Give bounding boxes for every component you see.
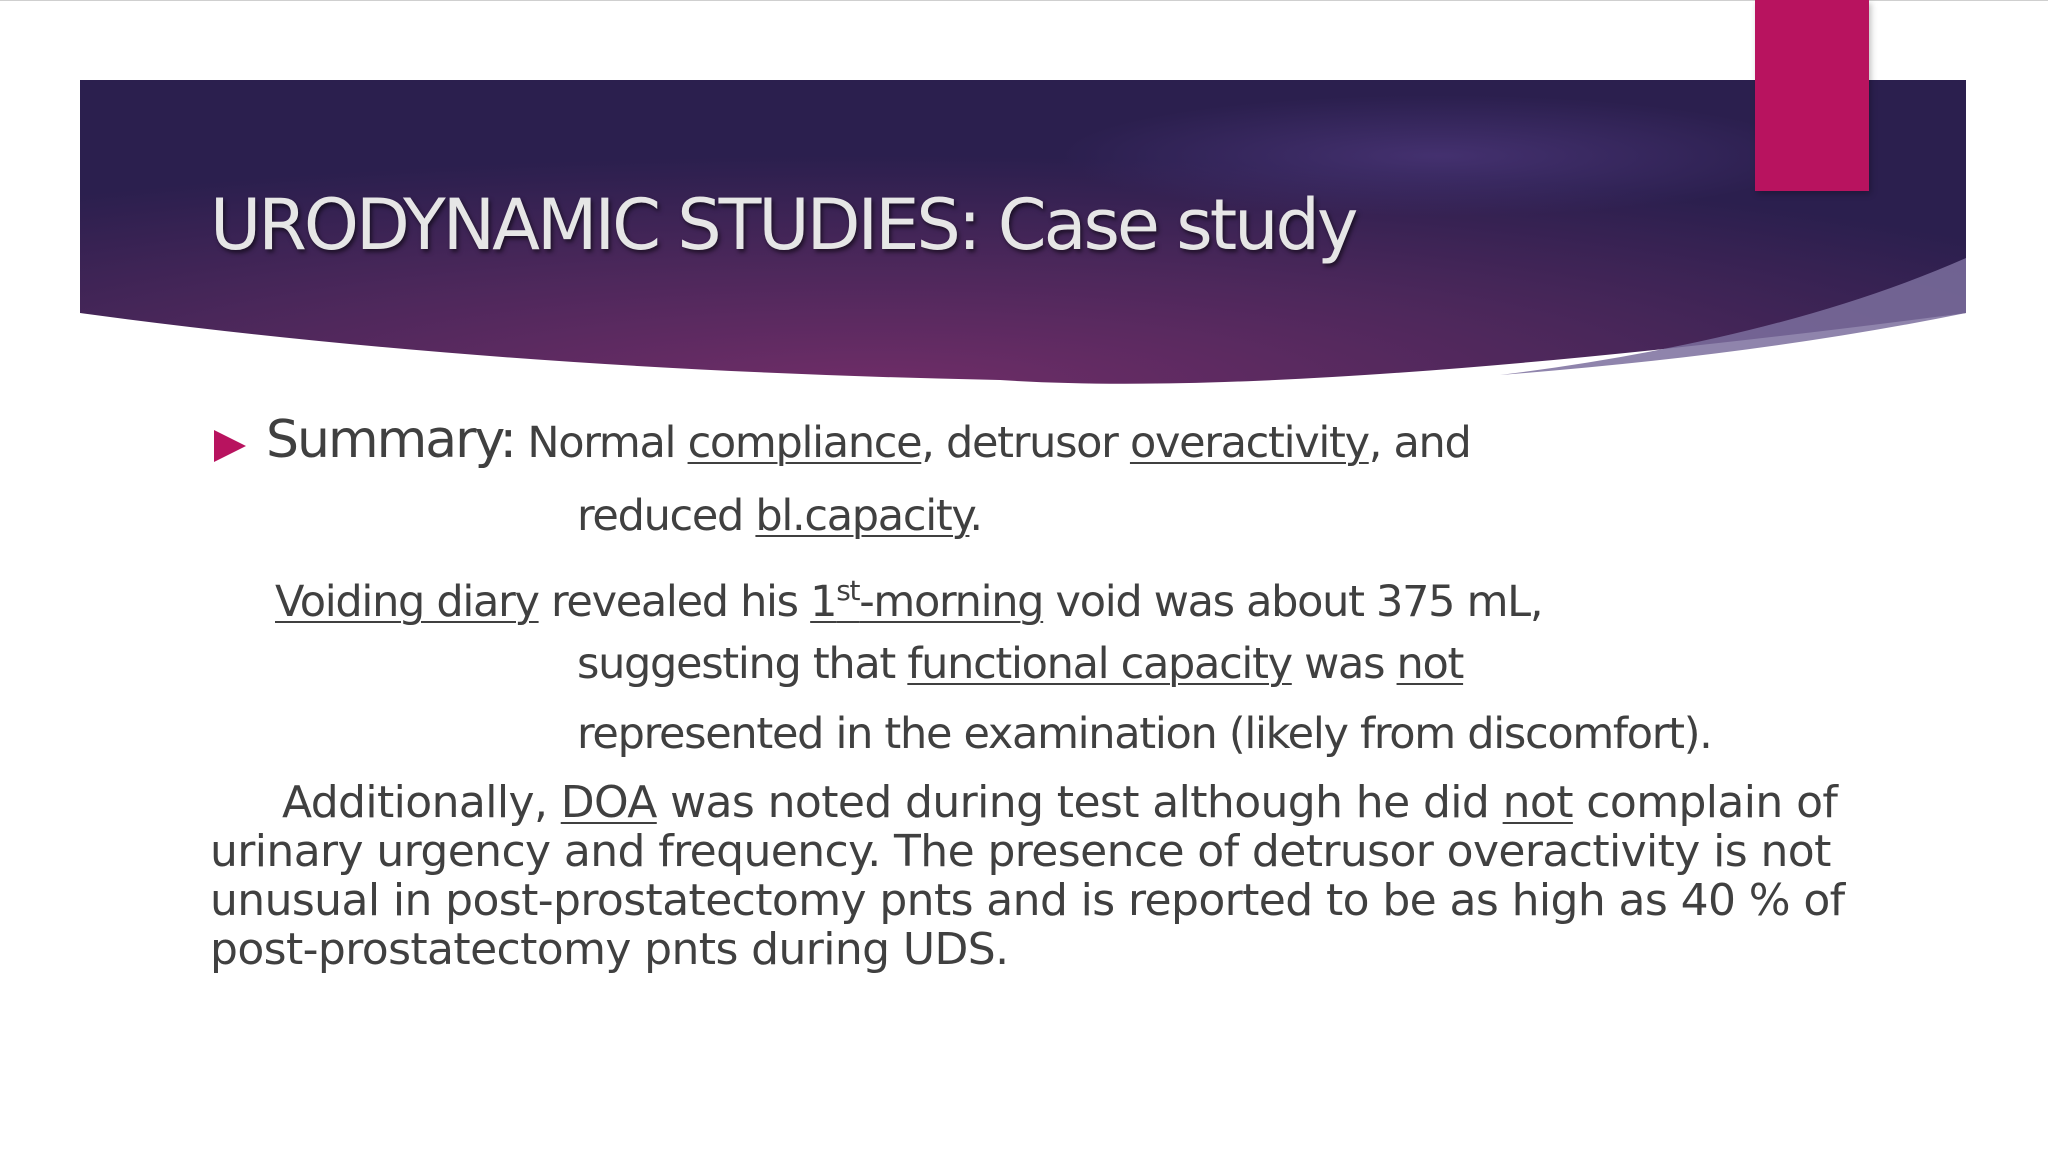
term-overactivity: overactivity (1129, 418, 1369, 468)
slide-title: URODYNAMIC STUDIES: Case study (210, 184, 1356, 266)
text-fragment: -morning (859, 577, 1044, 627)
text-fragment: complain of (1572, 777, 1838, 828)
term-bl-capacity: bl.capacity (755, 491, 970, 541)
additional-line-1 (210, 778, 1970, 827)
text-fragment: , and (1368, 418, 1471, 468)
diary-line-1 (275, 563, 1542, 630)
summary-label: Summary: (266, 410, 516, 470)
text-fragment: revealed his (538, 577, 811, 627)
additional-line-4: post-prostatectomy pnts during UDS. (210, 924, 1009, 975)
text-fragment: suggesting that (577, 639, 908, 689)
text-fragment: was noted during test although he did (656, 777, 1503, 828)
text-fragment: Normal (527, 418, 688, 468)
text-fragment: reduced (577, 491, 756, 541)
diary-line-3: represented in the examination (likely from discomfort). (577, 709, 1712, 759)
text-fragment: Additionally, (282, 777, 561, 828)
term-compliance: compliance (687, 418, 922, 468)
term-first-morning (810, 574, 1044, 627)
additional-paragraph (210, 778, 1970, 974)
superscript: st (836, 574, 860, 607)
term-not: not (1396, 639, 1464, 689)
term-functional-capacity: functional capacity (907, 639, 1292, 689)
text-fragment: , detrusor (921, 418, 1130, 468)
text-fragment: 1 (810, 577, 837, 627)
summary-line-2 (577, 488, 982, 544)
term-voiding-diary: Voiding diary (275, 577, 539, 627)
additional-line-2: urinary urgency and frequency. The presence of detrusor overactivity is not (210, 826, 1831, 877)
triangle-right-icon (212, 428, 248, 464)
text-fragment: was (1291, 639, 1397, 689)
term-not: not (1502, 777, 1573, 828)
accent-tab (1755, 0, 1869, 191)
term-doa: DOA (560, 777, 657, 828)
text-fragment: . (969, 491, 982, 541)
diary-line-2 (577, 636, 1463, 692)
additional-line-3: unusual in post-prostatectomy pnts and is reported to be as high as 40 % of (210, 875, 1845, 926)
summary-line-1 (266, 412, 1470, 471)
text-fragment: void was about 375 mL, (1043, 577, 1543, 627)
